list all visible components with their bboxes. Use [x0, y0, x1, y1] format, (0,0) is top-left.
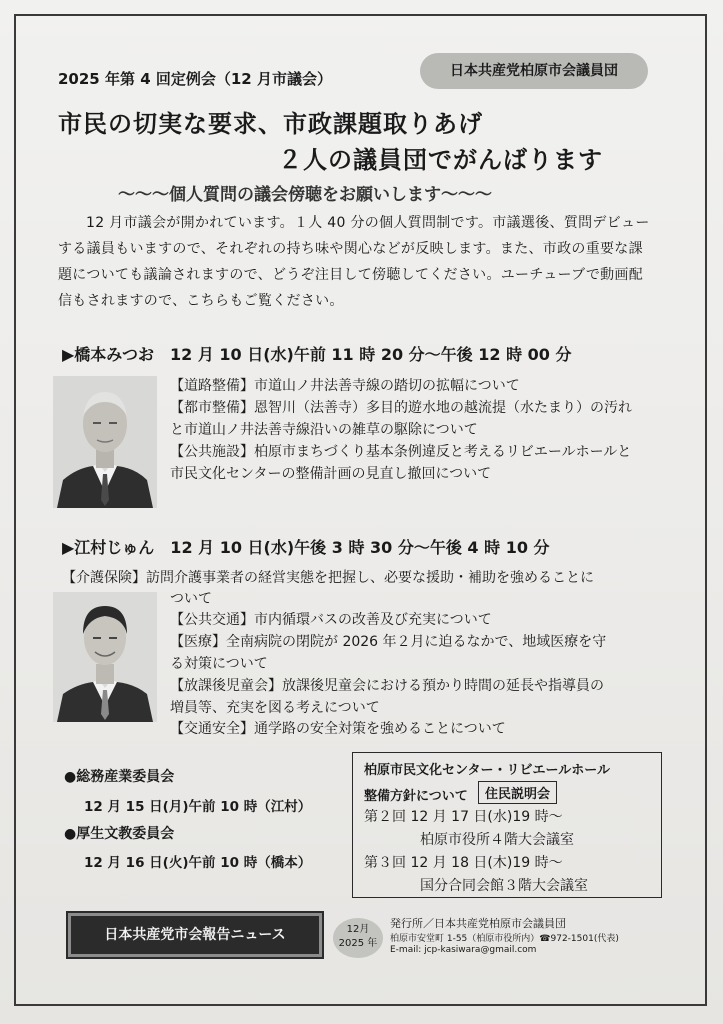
topic-facility: 【公共施設】柏原市まちづくり基本条例違反と考えるリビエールホールと市民文化センターの整備計画の見直し撤回について: [170, 444, 632, 482]
committee-general-affairs-date: 12 月 15 日(月)午前 10 時（江村）: [84, 799, 312, 815]
hall-session-3: 第３回 12 月 18 日(木)19 時〜: [364, 855, 563, 871]
hall-briefing-meeting-label: 住民説明会: [478, 781, 557, 804]
publisher-email: E-mail: jcp-kasiwara@gmail.com: [390, 945, 537, 955]
topic-afterschool-cont: 増員等、充実を図る考えについて: [170, 700, 380, 716]
hall-briefing-subtitle: 整備方針について: [364, 789, 468, 804]
publisher: 発行所／日本共産党柏原市会議員団: [390, 917, 566, 930]
speaker-heading-emura: ▶江村じゅん 12 月 10 日(水)午後 3 時 30 分〜午後 4 時 10 分: [62, 538, 550, 557]
hall-venue-2: 柏原市役所４階大会議室: [420, 832, 574, 848]
hashimoto-topics: [170, 375, 645, 485]
committee-welfare-education: ●厚生文教委員会: [64, 826, 175, 842]
issue-month: 12月: [346, 924, 370, 935]
portrait-photo-emura: [53, 592, 157, 722]
publisher-address: 柏原市安堂町 1-55（柏原市役所内）☎972-1501(代表): [390, 934, 619, 944]
topic-care-cont: ついて: [170, 591, 212, 607]
headline-line-1: 市民の切実な要求、市政課題取りあげ: [58, 110, 483, 138]
headline-line-2: ２人の議員団でがんばります: [278, 146, 603, 174]
intro-paragraph: 12 月市議会が開かれています。１人 40 分の個人質問制です。市議選後、質問デビューする議員もいますので、それぞれの持ち味や関心などが反映します。また、市政の重要な課題についても議論されますので、どうぞ注目して傍聴してください。ユーチューブで動画配信もされますので、こちらもご覧ください。: [58, 215, 650, 309]
committee-welfare-education-date: 12 月 16 日(火)午前 10 時（橋本）: [84, 855, 312, 871]
topic-care: 【介護保険】訪問介護事業者の経営実態を把握し、必要な援助・補助を強めることに: [62, 570, 594, 586]
news-title-box: 日本共産党市会報告ニュース: [68, 913, 322, 957]
issue-date-badge: [333, 918, 383, 958]
hall-briefing-title: 柏原市民文化センター・リビエールホール: [364, 763, 610, 778]
committee-general-affairs: ●総務産業委員会: [64, 769, 175, 785]
topic-transport: 【公共交通】市内循環バスの改善及び充実について: [170, 612, 492, 628]
group-name-badge: 日本共産党柏原市会議員団: [420, 53, 648, 89]
hall-venue-3: 国分合同会館３階大会議室: [420, 878, 588, 894]
portrait-photo-hashimoto: [53, 376, 157, 508]
hall-session-2: 第２回 12 月 17 日(水)19 時〜: [364, 809, 563, 825]
topic-medical: 【医療】全南病院の閉院が 2026 年２月に迫るなかで、地域医療を守: [170, 634, 607, 650]
topic-afterschool: 【放課後児童会】放課後児童会における預かり時間の延長や指導員の: [170, 678, 604, 694]
issue-year: 2025 年: [338, 938, 378, 949]
topic-medical-cont: る対策について: [170, 656, 268, 672]
topic-urban: 【都市整備】恩智川（法善寺）多目的遊水地の越流提（水たまり）の汚れと市道山ノ井法善寺線沿いの雑草の駆除について: [170, 400, 632, 438]
session-title: 2025 年第 4 回定例会（12 月市議会）: [58, 70, 332, 88]
topic-road: 【道路整備】市道山ノ井法善寺線の踏切の拡幅について: [170, 378, 520, 394]
speaker-heading-hashimoto: ▶橋本みつお 12 月 10 日(水)午前 11 時 20 分〜午後 12 時 00 分: [62, 345, 572, 364]
headline-subtitle: 〜〜〜個人質問の議会傍聴をお願いします〜〜〜: [118, 185, 492, 205]
topic-safety: 【交通安全】通学路の安全対策を強めることについて: [170, 721, 506, 737]
